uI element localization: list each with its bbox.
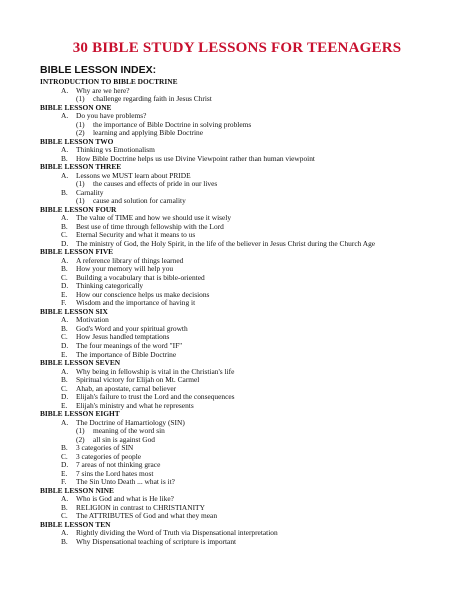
item-marker: B. <box>61 221 68 231</box>
item-marker: A. <box>61 315 69 325</box>
item-marker: C. <box>61 511 68 521</box>
lesson-heading <box>0 410 474 419</box>
item-marker: (1) <box>76 179 85 189</box>
item-text: Rightly dividing the Word of Truth via Dispensational interpretation <box>76 528 278 538</box>
item-text: Why Dispensational teaching of scripture is important <box>76 536 237 546</box>
item-marker: C. <box>61 383 68 393</box>
item-text: the causes and effects of pride in our lives <box>93 179 218 189</box>
item-text: Motivation <box>76 315 109 325</box>
list-item <box>0 529 474 538</box>
item-text: How your memory will help you <box>76 264 174 274</box>
item-text: meaning of the word sin <box>93 426 165 436</box>
list-item <box>0 189 474 198</box>
list-item <box>0 419 474 428</box>
item-marker: C. <box>61 332 68 342</box>
item-marker: (1) <box>76 196 85 206</box>
item-text: 7 areas of not thinking grace <box>76 460 161 470</box>
lesson-heading <box>0 78 474 87</box>
item-text: How Bible Doctrine helps us use Divine Viewpoint rather than human viewpoint <box>76 153 315 163</box>
list-item <box>0 504 474 513</box>
lesson-list <box>0 78 474 546</box>
list-item <box>0 444 474 453</box>
item-marker: D. <box>61 392 69 402</box>
item-marker: A. <box>61 213 69 223</box>
sub-item <box>0 121 474 130</box>
item-marker: A. <box>61 111 69 121</box>
item-text: Ahab, an apostate, carnal believer <box>76 383 177 393</box>
item-marker: B. <box>61 443 68 453</box>
lesson-heading-text: BIBLE LESSON FIVE <box>40 247 114 257</box>
list-item <box>0 376 474 385</box>
item-marker: E. <box>61 400 68 410</box>
lesson-heading <box>0 308 474 317</box>
sub-item <box>0 427 474 436</box>
list-item <box>0 342 474 351</box>
item-marker: C. <box>61 230 68 240</box>
item-marker: (2) <box>76 128 85 138</box>
item-marker: A. <box>61 528 69 538</box>
item-marker: B. <box>61 323 68 333</box>
item-marker: A. <box>61 255 69 265</box>
lesson-heading <box>0 206 474 215</box>
item-text: cause and solution for carnality <box>93 196 186 206</box>
item-marker: (1) <box>76 119 85 129</box>
item-text: Best use of time through fellowship with the Lord <box>76 221 224 231</box>
item-marker: A. <box>61 170 69 180</box>
item-marker: F. <box>61 477 67 487</box>
list-item <box>0 214 474 223</box>
item-marker: D. <box>61 238 69 248</box>
item-marker: C. <box>61 272 68 282</box>
item-marker: A. <box>61 494 69 504</box>
list-item <box>0 333 474 342</box>
item-marker: D. <box>61 281 69 291</box>
item-marker: B. <box>61 153 68 163</box>
item-text: The Sin Unto Death ... what is it? <box>76 477 175 487</box>
item-text: Eternal Security and what it means to us <box>76 230 196 240</box>
item-text: Thinking vs Emotionalism <box>76 145 155 155</box>
list-item <box>0 495 474 504</box>
list-item <box>0 470 474 479</box>
lesson-heading <box>0 163 474 172</box>
item-text: Who is God and what is He like? <box>76 494 174 504</box>
list-item <box>0 461 474 470</box>
sub-item <box>0 436 474 445</box>
list-item <box>0 368 474 377</box>
item-marker: F. <box>61 298 67 308</box>
list-item <box>0 282 474 291</box>
item-text: 3 categories of people <box>76 451 142 461</box>
item-text: Why are we here? <box>76 85 130 95</box>
item-text: Building a vocabulary that is bible-oriented <box>76 272 205 282</box>
item-marker: E. <box>61 468 68 478</box>
item-text: The ATTRIBUTES of God and what they mean <box>76 511 218 521</box>
item-text: How Jesus handled temptations <box>76 332 170 342</box>
item-marker: D. <box>61 460 69 470</box>
item-marker: A. <box>61 85 69 95</box>
item-text: Wisdom and the importance of having it <box>76 298 196 308</box>
item-text: A reference library of things learned <box>76 255 184 265</box>
lesson-heading <box>0 104 474 113</box>
item-marker: (1) <box>76 426 85 436</box>
list-item <box>0 291 474 300</box>
list-item <box>0 385 474 394</box>
list-item <box>0 316 474 325</box>
item-text: How our conscience helps us make decisions <box>76 289 210 299</box>
item-marker: (2) <box>76 434 85 444</box>
item-text: the importance of Bible Doctrine in solving problems <box>93 119 252 129</box>
list-item <box>0 393 474 402</box>
lesson-heading-text: BIBLE LESSON EIGHT <box>40 409 120 419</box>
item-text: learning and applying Bible Doctrine <box>93 128 204 138</box>
sub-item <box>0 180 474 189</box>
item-marker: E. <box>61 349 68 359</box>
lesson-heading-text: BIBLE LESSON ONE <box>40 102 112 112</box>
item-marker: E. <box>61 289 68 299</box>
lesson-heading <box>0 487 474 496</box>
lesson-heading-text: BIBLE LESSON NINE <box>40 485 114 495</box>
item-marker: A. <box>61 417 69 427</box>
lesson-heading-text: BIBLE LESSON FOUR <box>40 204 117 214</box>
item-marker: C. <box>61 451 68 461</box>
item-marker: B. <box>61 187 68 197</box>
list-item <box>0 257 474 266</box>
lesson-heading <box>0 248 474 257</box>
item-marker: B. <box>61 264 68 274</box>
lesson-heading-text: BIBLE LESSON THREE <box>40 162 122 172</box>
item-marker: B. <box>61 502 68 512</box>
item-marker: B. <box>61 375 68 385</box>
item-text: Thinking categorically <box>76 281 144 291</box>
item-text: The four meanings of the word "IF" <box>76 340 183 350</box>
item-text: Why being in fellowship is vital in the Christian's life <box>76 366 235 376</box>
list-item <box>0 265 474 274</box>
list-item <box>0 325 474 334</box>
lesson-heading-text: BIBLE LESSON SEVEN <box>40 358 121 368</box>
list-item <box>0 453 474 462</box>
item-marker: B. <box>61 536 68 546</box>
item-text: Elijah's failure to trust the Lord and the consequences <box>76 392 235 402</box>
list-item <box>0 274 474 283</box>
item-text: Elijah's ministry and what he represents <box>76 400 194 410</box>
item-text: Lessons we MUST learn about PRIDE <box>76 170 191 180</box>
item-text: Do you have problems? <box>76 111 147 121</box>
item-text: The importance of Bible Doctrine <box>76 349 177 359</box>
lesson-heading-text: INTRODUCTION TO BIBLE DOCTRINE <box>40 77 178 86</box>
lesson-heading-text: BIBLE LESSON TEN <box>40 519 111 529</box>
item-marker: A. <box>61 145 69 155</box>
list-item <box>0 87 474 96</box>
item-text: 3 categories of SIN <box>76 443 134 453</box>
item-text: The value of TIME and how we should use it wisely <box>76 213 232 223</box>
item-text: Carnality <box>76 187 104 197</box>
document-title: 30 BIBLE STUDY LESSONS FOR TEENAGERS <box>72 40 402 56</box>
list-item <box>0 223 474 232</box>
item-marker: A. <box>61 366 69 376</box>
list-item <box>0 538 474 547</box>
lesson-heading <box>0 138 474 147</box>
item-text: The Doctrine of Hamartiology (SIN) <box>76 417 185 427</box>
lesson-heading <box>0 359 474 368</box>
item-text: all sin is against God <box>93 434 155 444</box>
item-text: The ministry of God, the Holy Spirit, in the life of the believer in Jesus Christ during the Church Age <box>76 238 376 248</box>
item-marker: D. <box>61 340 69 350</box>
item-text: 7 sins the Lord hates most <box>76 468 154 478</box>
lesson-heading-text: BIBLE LESSON TWO <box>40 136 114 146</box>
lesson-heading-text: BIBLE LESSON SIX <box>40 306 108 316</box>
item-text: God's Word and your spiritual growth <box>76 323 188 333</box>
item-text: Spiritual victory for Elijah on Mt. Carmel <box>76 375 200 385</box>
item-marker: (1) <box>76 94 85 104</box>
list-item <box>0 172 474 181</box>
item-text: challenge regarding faith in Jesus Christ <box>93 94 212 104</box>
item-text: RELIGION in contrast to CHRISTIANITY <box>76 502 205 512</box>
index-heading: BIBLE LESSON INDEX: <box>40 64 157 76</box>
